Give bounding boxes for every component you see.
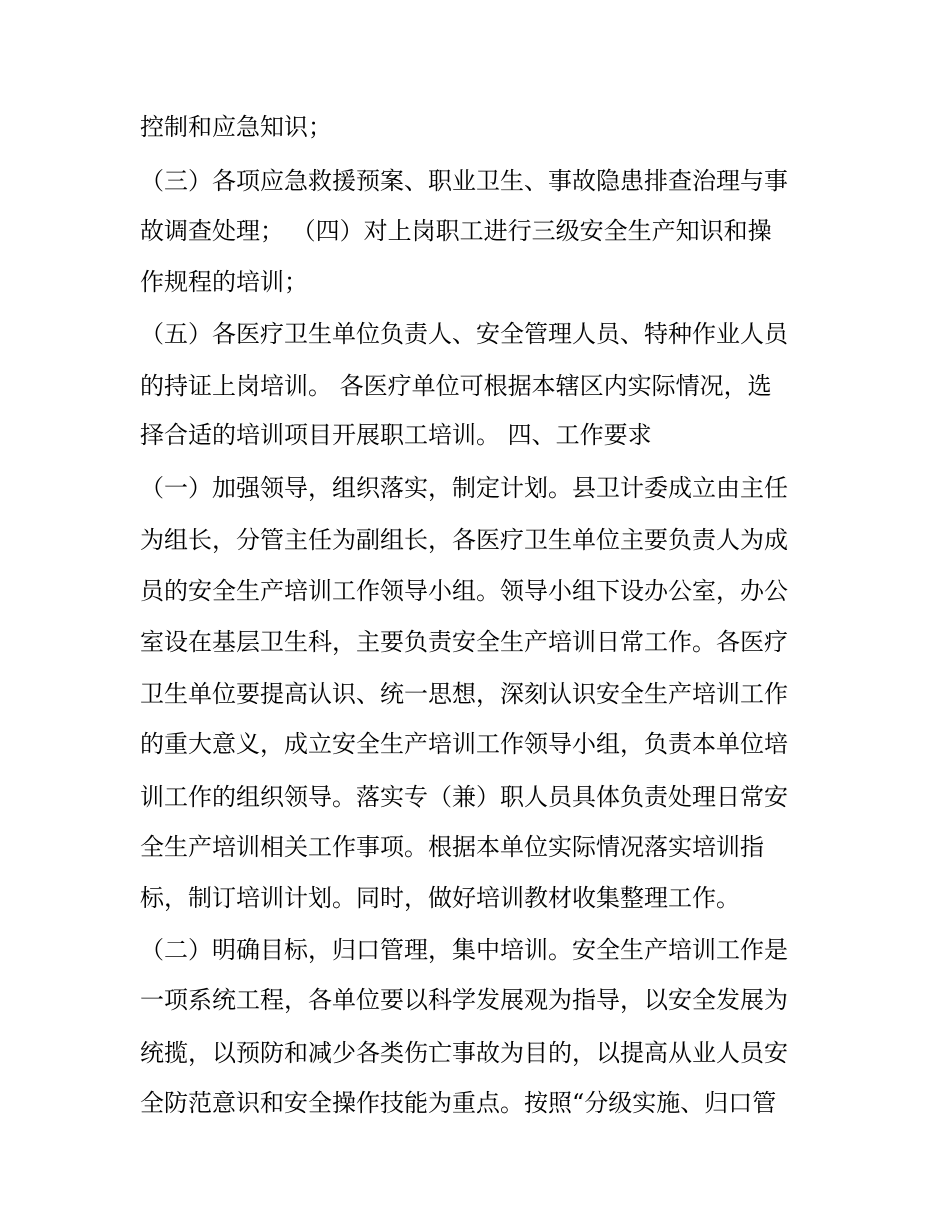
text-line: 的重大意义，成立安全生产培训工作领导小组，负责本单位培 [140, 730, 788, 758]
text-line: 控制和应急知识； [140, 113, 332, 141]
text-line: 室设在基层卫生科，主要负责安全生产培训日常工作。各医疗 [140, 628, 788, 656]
text-line: 统揽，以预防和减少各类伤亡事故为目的，以提高从业人员安 [140, 1039, 788, 1067]
text-line: 的持证上岗培训。 各医疗单位可根据本辖区内实际情况，选 [140, 372, 772, 400]
text-line: 择合适的培训项目开展职工培训。 四、工作要求 [140, 421, 652, 449]
text-line: 一项系统工程，各单位要以科学发展观为指导，以安全发展为 [140, 986, 788, 1014]
text-line: 全生产培训相关工作事项。根据本单位实际情况落实培训指 [140, 833, 764, 861]
text-line: （一）加强领导，组织落实，制定计划。县卫计委成立由主任 [140, 474, 788, 502]
text-line: 全防范意识和安全操作技能为重点。按照“分级实施、归口管 [140, 1089, 777, 1117]
text-line: （五）各医疗卫生单位负责人、安全管理人员、特种作业人员 [140, 320, 788, 348]
text-line: （二）明确目标，归口管理，集中培训。安全生产培训工作是 [140, 936, 788, 964]
text-line: （三）各项应急救援预案、职业卫生、事故隐患排查治理与事 [140, 167, 788, 195]
text-line: 故调查处理； （四）对上岗职工进行三级安全生产知识和操 [140, 217, 772, 245]
text-line: 作规程的培训； [140, 268, 308, 296]
text-line: 为组长，分管主任为副组长，各医疗卫生单位主要负责人为成 [140, 526, 788, 554]
text-line: 标，制订培训计划。同时，做好培训教材收集整理工作。 [140, 884, 740, 912]
text-line: 训工作的组织领导。落实专（兼）职人员具体负责处理日常安 [140, 783, 788, 811]
text-line: 员的安全生产培训工作领导小组。领导小组下设办公室，办公 [140, 577, 788, 605]
text-line: 卫生单位要提高认识、统一思想，深刻认识安全生产培训工作 [140, 680, 788, 708]
